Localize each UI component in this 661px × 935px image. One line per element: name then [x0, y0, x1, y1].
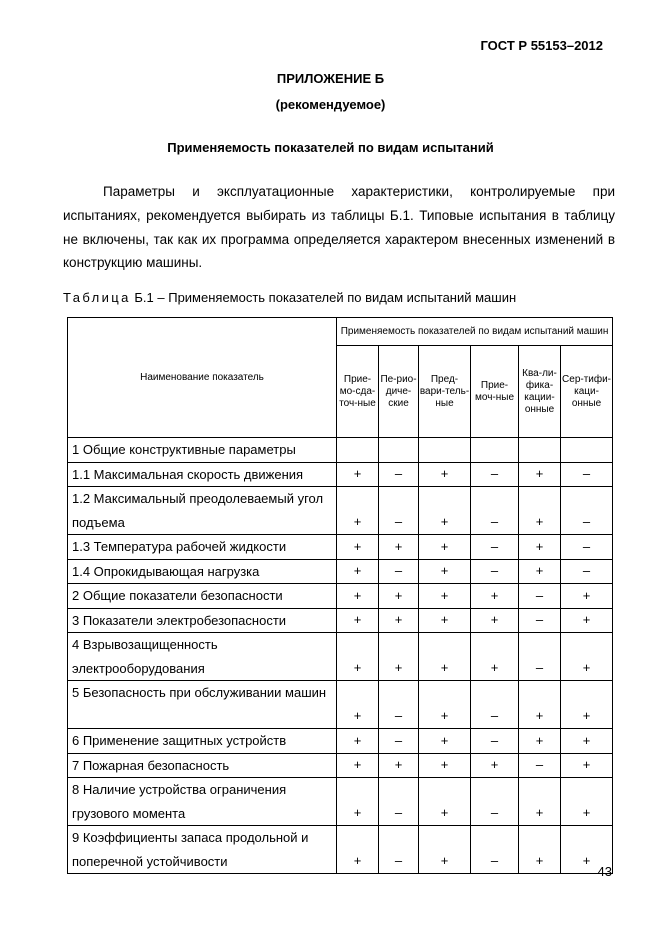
indicator-name: 6 Применение защитных устройств — [68, 729, 337, 754]
indicator-name: 9 Коэффициенты запаса продольной и поперечной устойчивости — [68, 826, 337, 874]
applicability-mark: – — [379, 487, 419, 535]
applicability-mark: + — [337, 487, 379, 535]
indicator-name: 2 Общие показатели безопасности — [68, 584, 337, 609]
applicability-mark: – — [519, 584, 561, 609]
appendix-title: ПРИЛОЖЕНИЕ Б — [276, 71, 385, 86]
applicability-mark: + — [561, 753, 613, 778]
applicability-mark: + — [561, 826, 613, 874]
applicability-mark: – — [519, 753, 561, 778]
applicability-mark: – — [519, 633, 561, 681]
applicability-mark: + — [419, 584, 471, 609]
indicator-name: 4 Взрывозащищенность электрооборудования — [68, 633, 337, 681]
group-column-header: Применяемость показателей по видам испытаний машин — [337, 318, 613, 346]
indicator-name: 1.1 Максимальная скорость движения — [68, 462, 337, 487]
table-row — [68, 778, 613, 826]
applicability-mark: + — [471, 753, 519, 778]
applicability-mark: – — [379, 681, 419, 729]
applicability-mark: + — [337, 535, 379, 560]
applicability-mark: + — [419, 753, 471, 778]
applicability-mark: + — [519, 462, 561, 487]
applicability-mark: + — [419, 826, 471, 874]
indicator-name: 1.2 Максимальный преодолеваемый угол подъема — [68, 487, 337, 535]
applicability-mark — [379, 438, 419, 463]
indicator-name: 7 Пожарная безопасность — [68, 753, 337, 778]
applicability-mark: + — [337, 729, 379, 754]
applicability-mark: – — [471, 826, 519, 874]
column-header: Сер-тифи-каци-онные — [561, 346, 613, 438]
table-row — [68, 633, 613, 681]
appendix-subtitle: (рекомендуемое) — [275, 97, 386, 112]
applicability-mark: + — [419, 778, 471, 826]
applicability-mark: + — [471, 633, 519, 681]
applicability-mark: + — [419, 535, 471, 560]
applicability-mark: + — [379, 753, 419, 778]
applicability-mark: – — [379, 729, 419, 754]
table-row — [68, 826, 613, 874]
applicability-mark: + — [419, 633, 471, 681]
applicability-mark: + — [419, 729, 471, 754]
column-header: Пред-вари-тель-ные — [419, 346, 471, 438]
applicability-mark: + — [337, 753, 379, 778]
column-header: Прие-моч-ные — [471, 346, 519, 438]
table-row — [68, 438, 613, 463]
applicability-mark: + — [379, 584, 419, 609]
table-row — [68, 487, 613, 535]
indicator-name: 1 Общие конструктивные параметры — [68, 438, 337, 463]
applicability-mark: + — [337, 778, 379, 826]
applicability-mark: + — [337, 559, 379, 584]
applicability-mark — [519, 438, 561, 463]
table-row — [68, 729, 613, 754]
table-row — [68, 462, 613, 487]
indicator-name: 3 Показатели электробезопасности — [68, 608, 337, 633]
applicability-mark: + — [379, 608, 419, 633]
applicability-mark — [471, 438, 519, 463]
applicability-mark: + — [419, 487, 471, 535]
standard-code: ГОСТ Р 55153–2012 — [480, 38, 603, 53]
applicability-mark: + — [419, 462, 471, 487]
applicability-mark: – — [471, 487, 519, 535]
applicability-mark: + — [379, 535, 419, 560]
column-header: Прие-мо-сда-точ-ные — [337, 346, 379, 438]
applicability-mark: – — [379, 778, 419, 826]
applicability-mark: + — [519, 778, 561, 826]
applicability-mark: – — [561, 535, 613, 560]
applicability-mark: + — [519, 559, 561, 584]
table-row — [68, 559, 613, 584]
applicability-mark: – — [471, 729, 519, 754]
applicability-mark: + — [519, 681, 561, 729]
applicability-mark — [419, 438, 471, 463]
table-caption — [63, 290, 516, 305]
applicability-mark: + — [379, 633, 419, 681]
applicability-mark: – — [471, 559, 519, 584]
applicability-mark: + — [471, 584, 519, 609]
applicability-mark: – — [379, 462, 419, 487]
applicability-mark — [337, 438, 379, 463]
applicability-mark: – — [379, 826, 419, 874]
applicability-mark: + — [471, 608, 519, 633]
applicability-mark: – — [561, 559, 613, 584]
page-number: 43 — [597, 864, 612, 879]
table-row — [68, 753, 613, 778]
applicability-mark: + — [561, 633, 613, 681]
applicability-mark: + — [519, 487, 561, 535]
name-column-header: Наименование показатель — [68, 318, 337, 438]
column-header: Пе-рио-диче-ские — [379, 346, 419, 438]
applicability-mark: + — [337, 681, 379, 729]
applicability-mark: – — [471, 778, 519, 826]
applicability-mark — [561, 438, 613, 463]
applicability-mark: + — [337, 608, 379, 633]
applicability-mark: + — [519, 535, 561, 560]
applicability-mark: + — [419, 608, 471, 633]
applicability-mark: – — [519, 608, 561, 633]
applicability-mark: + — [519, 729, 561, 754]
applicability-mark: + — [337, 633, 379, 681]
applicability-mark: – — [471, 462, 519, 487]
table-caption-text: Б.1 – Применяемость показателей по видам испытаний машин — [130, 290, 517, 305]
applicability-mark: + — [561, 778, 613, 826]
applicability-mark: + — [337, 826, 379, 874]
indicator-name: 1.3 Температура рабочей жидкости — [68, 535, 337, 560]
applicability-mark: + — [419, 681, 471, 729]
table-row — [68, 681, 613, 729]
applicability-mark: + — [337, 584, 379, 609]
table-body — [68, 438, 613, 874]
indicator-name: 1.4 Опрокидывающая нагрузка — [68, 559, 337, 584]
applicability-mark: + — [561, 608, 613, 633]
applicability-mark: + — [561, 681, 613, 729]
applicability-table — [67, 317, 613, 874]
applicability-mark: + — [561, 584, 613, 609]
applicability-mark: – — [471, 535, 519, 560]
applicability-mark: + — [561, 729, 613, 754]
indicator-name: 5 Безопасность при обслуживании машин — [68, 681, 337, 729]
applicability-mark: – — [471, 681, 519, 729]
applicability-mark: + — [419, 559, 471, 584]
table-row — [68, 584, 613, 609]
applicability-mark: + — [519, 826, 561, 874]
applicability-mark: – — [379, 559, 419, 584]
applicability-mark: – — [561, 487, 613, 535]
table-caption-label: Таблица — [63, 290, 131, 305]
intro-paragraph: Параметры и эксплуатационные характеристики, контролируемые при испытаниях, рекомендуется выбирать из таблицы Б.1. Типовые испытания в таблицу не включены, так как их программа определяется характером внесенных изменений в конструкцию машины. — [63, 184, 615, 271]
table-row — [68, 608, 613, 633]
section-heading: Применяемость показателей по видам испытаний — [167, 140, 494, 155]
table-row — [68, 535, 613, 560]
applicability-mark: + — [337, 462, 379, 487]
column-header: Ква-ли-фика-кации-онные — [519, 346, 561, 438]
indicator-name: 8 Наличие устройства ограничения грузового момента — [68, 778, 337, 826]
applicability-mark: – — [561, 462, 613, 487]
